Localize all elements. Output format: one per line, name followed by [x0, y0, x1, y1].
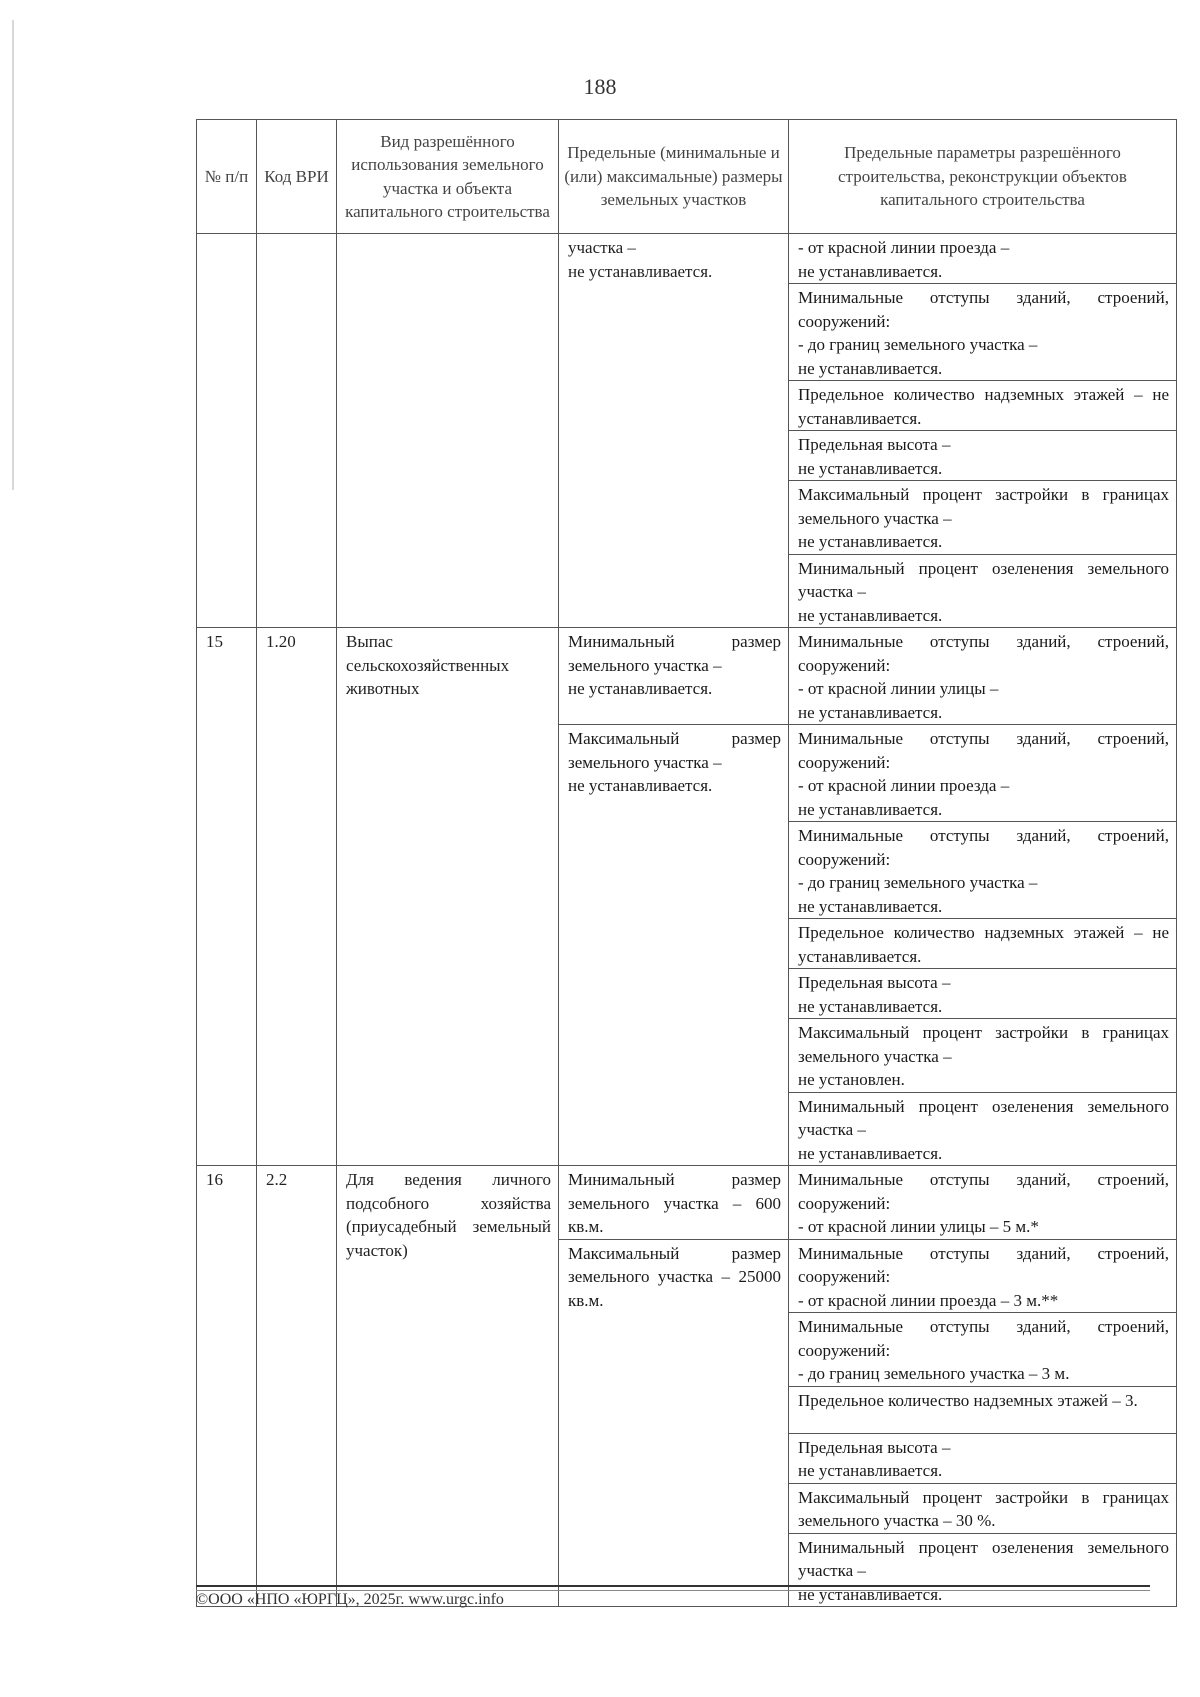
cell-size: Максимальный размер земельного участка – 25000 кв.м.	[559, 1239, 789, 1607]
cell-param: Максимальный процент застройки в границах земельного участка – не устанавливается.	[789, 481, 1177, 555]
cell-type	[337, 234, 559, 628]
cell-num: 15	[197, 628, 257, 1166]
table-header-row	[197, 120, 1177, 234]
cell-param: Минимальный процент озеленения земельного участка – не устанавливается.	[789, 1533, 1177, 1607]
cell-param: - от красной линии проезда – не устанавливается.	[789, 234, 1177, 284]
cell-param: Минимальные отступы зданий, строений, сооружений: - до границ земельного участка – 3 м.	[789, 1313, 1177, 1387]
table-row	[197, 1166, 1177, 1240]
cell-param: Минимальный процент озеленения земельного участка – не устанавливается.	[789, 1092, 1177, 1166]
cell-code	[257, 234, 337, 628]
cell-size: Минимальный размер земельного участка – 600 кв.м.	[559, 1166, 789, 1240]
cell-param: Минимальные отступы зданий, строений, сооружений: - от красной линии улицы – 5 м.*	[789, 1166, 1177, 1240]
cell-param: Минимальные отступы зданий, строений, сооружений: - от красной линии проезда – 3 м.**	[789, 1239, 1177, 1313]
header-type: Вид разрешённого использования земельного участка и объекта капитального строительства	[337, 120, 559, 234]
header-params: Предельные параметры разрешённого строительства, реконструкции объектов капитального строительства	[789, 120, 1177, 234]
cell-size: участка – не устанавливается.	[559, 234, 789, 628]
cell-code: 2.2	[257, 1166, 337, 1607]
cell-param: Минимальные отступы зданий, строений, сооружений: - до границ земельного участка – не устанавливается.	[789, 284, 1177, 381]
cell-param: Предельное количество надземных этажей – 3.	[789, 1386, 1177, 1433]
cell-type: Выпас сельскохозяйственных животных	[337, 628, 559, 1166]
cell-param: Минимальный процент озеленения земельного участка – не устанавливается.	[789, 554, 1177, 628]
cell-param: Предельная высота – не устанавливается.	[789, 1433, 1177, 1483]
header-code: Код ВРИ	[257, 120, 337, 234]
cell-param: Минимальные отступы зданий, строений, сооружений: - до границ земельного участка – не устанавливается.	[789, 822, 1177, 919]
cell-param: Предельное количество надземных этажей – не устанавливается.	[789, 919, 1177, 969]
table-row	[197, 628, 1177, 725]
footer-copyright: ©ООО «НПО «ЮРГЦ», 2025г. www.urgc.info	[196, 1591, 504, 1608]
cell-param: Максимальный процент застройки в границах земельного участка – не установлен.	[789, 1019, 1177, 1093]
cell-param: Минимальные отступы зданий, строений, сооружений: - от красной линии проезда – не устанавливается.	[789, 725, 1177, 822]
page-number: 188	[583, 74, 617, 99]
cell-type: Для ведения личного подсобного хозяйства (приусадебный земельный участок)	[337, 1166, 559, 1607]
cell-size: Максимальный размер земельного участка – не устанавливается.	[559, 725, 789, 1166]
cell-param: Предельное количество надземных этажей – не устанавливается.	[789, 381, 1177, 431]
cell-num: 16	[197, 1166, 257, 1607]
footer-divider	[196, 1585, 1150, 1587]
cell-size: Минимальный размер земельного участка – не устанавливается.	[559, 628, 789, 725]
cell-param: Минимальные отступы зданий, строений, сооружений: - от красной линии улицы – не устанавливается.	[789, 628, 1177, 725]
cell-param: Предельная высота – не устанавливается.	[789, 969, 1177, 1019]
cell-num	[197, 234, 257, 628]
cell-param: Максимальный процент застройки в границах земельного участка – 30 %.	[789, 1483, 1177, 1533]
header-size: Предельные (минимальные и (или) максимальные) размеры земельных участков	[559, 120, 789, 234]
cell-code: 1.20	[257, 628, 337, 1166]
regulations-table	[196, 119, 1177, 1607]
header-num: № п/п	[197, 120, 257, 234]
table-row	[197, 234, 1177, 284]
cell-param: Предельная высота – не устанавливается.	[789, 431, 1177, 481]
